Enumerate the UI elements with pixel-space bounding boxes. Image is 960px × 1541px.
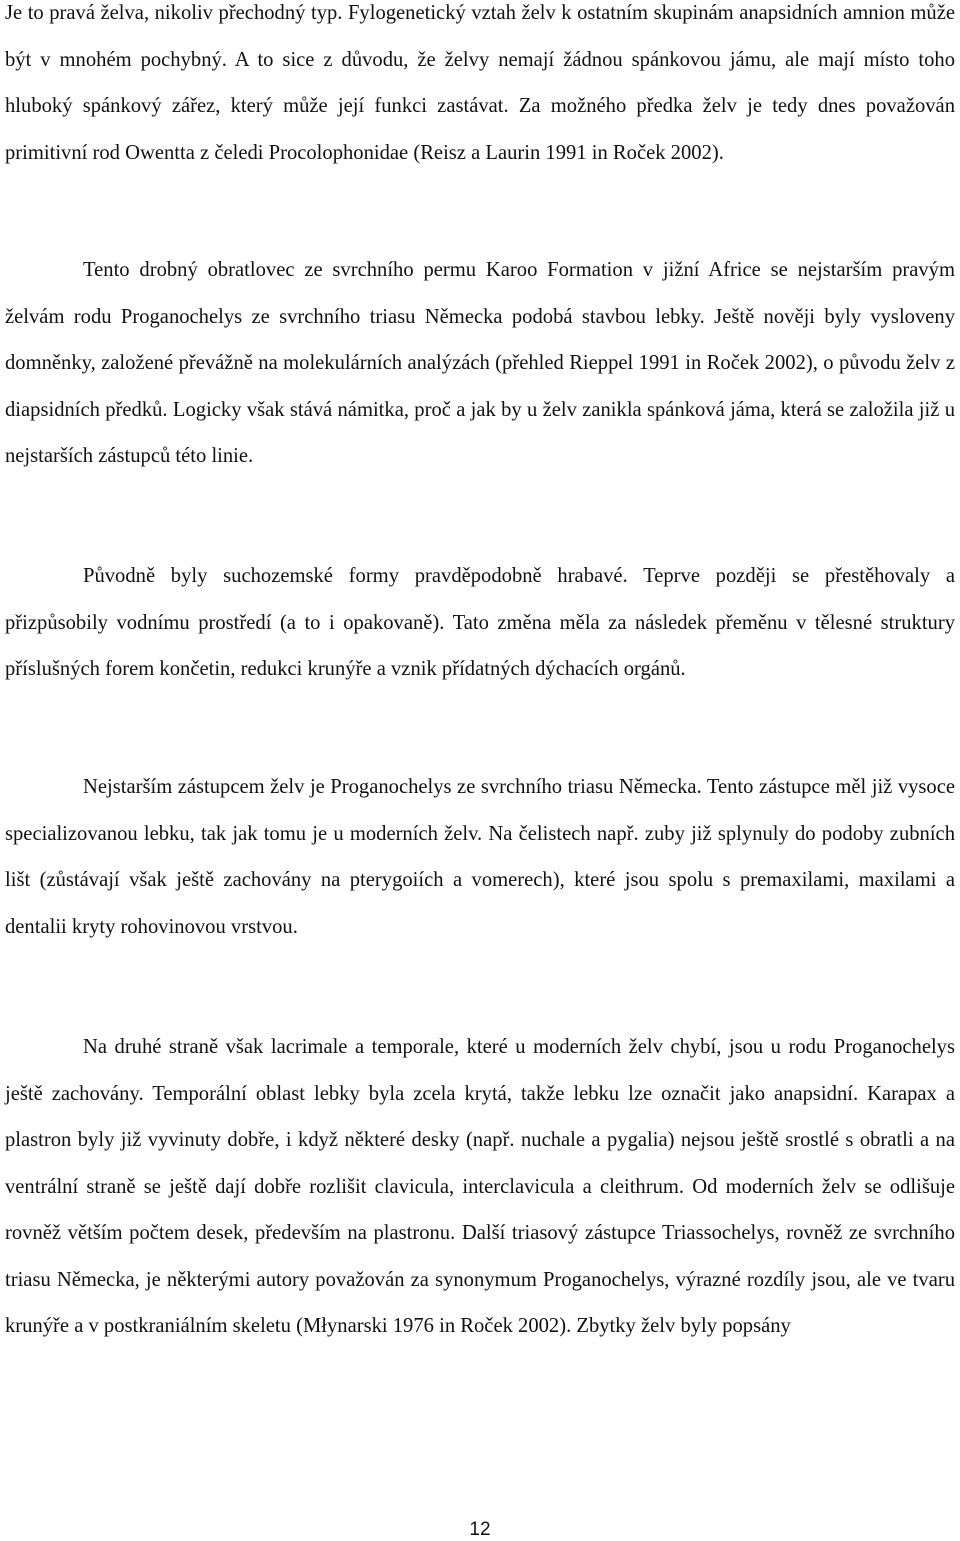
paragraph-5: Na druhé straně však lacrimale a temporale, které u moderních želv chybí, jsou u rodu Proganochelys ještě zachovány. Temporální oblast lebky byla zcela krytá, takže lebku lze označit jako anapsidní. Karapax a plastron byly již vyvinuty dobře, i když některé desky (např. nuchale a pygalia) nejsou ještě srostlé s obratli a na ventrální straně se ještě dají dobře rozlišit clavicula, interclavicula a cleithrum. Od moderních želv se odlišuje rovněž větším počtem desek, především na plastronu. Další triasový zástupce Triassochelys, rovněž ze svrchního triasu Německa, je některými autory považován za synonymum Proganochelys, výrazné rozdíly jsou, ale ve tvaru krunýře a v postkraniálním skeletu (Młynarski 1976 in Roček 2002). Zbytky želv byly popsány <box>5 1036 955 1337</box>
paragraph-1: Je to pravá želva, nikoliv přechodný typ. Fylogenetický vztah želv k ostatním skupinám anapsidních amnion může být v mnohém pochybný. A to sice z důvodu, že želvy nemají žádnou spánkovou jámu, ale mají místo toho hluboký spánkový zářez, který může její funkci zastávat. Za možného předka želv je tedy dnes považován primitivní rod Owentta z čeledi Procolophonidae (Reisz a Laurin 1991 in Roček 2002). <box>5 2 955 164</box>
paragraph-2: Tento drobný obratlovec ze svrchního permu Karoo Formation v jižní Africe se nejstarším pravým želvám rodu Proganochelys ze svrchního triasu Německa podobá stavbou lebky. Ještě nověji byly vysloveny domněnky, založené převážně na molekulárních analýzách (přehled Rieppel 1991 in Roček 2002), o původu želv z diapsidních předků. Logicky však stává námitka, proč a jak by u želv zanikla spánková jáma, která se založila již u nejstarších zástupců této linie. <box>5 259 955 467</box>
paragraph-3: Původně byly suchozemské formy pravděpodobně hrabavé. Teprve později se přestěhovaly a přizpůsobily vodnímu prostředí (a to i opakovaně). Tato změna měla za následek přeměnu v tělesné struktury příslušných forem končetin, redukci krunýře a vznik přídatných dýchacích orgánů. <box>5 565 955 680</box>
paragraph-4: Nejstarším zástupcem želv je Proganochelys ze svrchního triasu Německa. Tento zástupce měl již vysoce specializovanou lebku, tak jak tomu je u moderních želv. Na čelistech např. zuby již splynuly do podoby zubních lišt (zůstávají však ještě zachovány na pterygoiích a vomerech), které jsou spolu s premaxilami, maxilami a dentalii kryty rohovinovou vrstvou. <box>5 776 955 938</box>
page-number: 12 <box>469 1519 491 1540</box>
